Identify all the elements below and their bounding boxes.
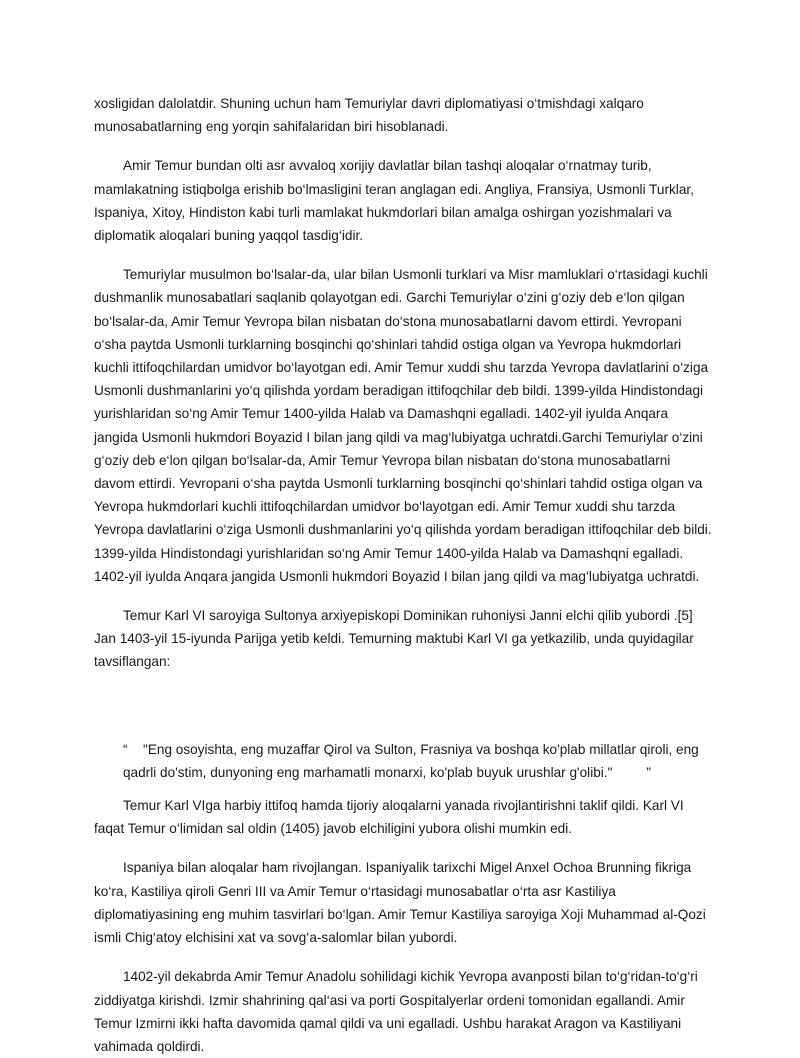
letter-quote bbox=[94, 738, 712, 784]
paragraph-continuation: xosligidan dalolatdir. Shuning uchun ham Temuriylar davri diplomatiyasi o‘tmishdagi xalqaro munosabatlarning eng yorqin sahifalaridan biri hisoblanadi. bbox=[94, 96, 644, 135]
quote-open-mark: “ bbox=[123, 741, 128, 757]
paragraph-karl-vi: Temur Karl VI saroyiga Sultonya arxiyepiskopi Dominikan ruhoniysi Janni elchi qilib yubordi .[5] Jan 1403-yil 15-iyunda Parijga yetib keldi. Temurning maktubi Karl VI ga yetkazilib, unda quyidagilar tavsiflangan: bbox=[94, 608, 694, 670]
paragraph-spain-relations: Ispaniya bilan aloqalar ham rivojlangan. Ispaniyalik tarixchi Migel Anxel Ochoa Brunning fikriga ko‘ra, Kastiliya qiroli Genri III va Amir Temur o‘rtasidagi munosabatlar o‘rta asr Kastiliya diplomatiyasining eng muhim tasvirlari bo‘lgan. Amir Temur Kastiliya saroyiga Xoji Muhammad al-Qozi ismli Chig‘atoy elchisini xat va sovg‘a-salomlar bilan yubordi. bbox=[94, 860, 706, 946]
paragraph-military-alliance: Temur Karl VIga harbiy ittifoq hamda tijoriy aloqalarni yanada rivojlantirishni taklif qildi. Karl VI faqat Temur o‘limidan sal oldin (1405) javob elchiligini yubora olishi mumkin edi. bbox=[94, 798, 684, 837]
paragraph-foreign-relations: Amir Temur bundan olti asr avvaloq xorijiy davlatlar bilan tashqi aloqalar o‘rnatmay turib, mamlakatning istiqbolga erishib bo‘lmasligini teran anglagan edi. Angliya, Fransiya, Usmonli Turklar, Ispaniya, Xitoy, Hindiston kabi turli mamlakat hukmdorlari bilan amalga oshirgan yozishmalari va diplomatik aloqalari buning yaqqol tasdig‘idir. bbox=[94, 158, 694, 244]
quote-text: "Eng osoyishta, eng muzaffar Qirol va Sulton, Frasniya va boshqa ko'plab millatlar qiroli, eng qadrli do'stim, dunyoning eng marhamatli monarxi, ko'plab buyuk urushlar g'olibi." bbox=[123, 741, 699, 780]
quote-close-mark: ” bbox=[646, 764, 651, 780]
paragraph-izmir-siege: 1402-yil dekabrda Amir Temur Anadolu sohilidagi kichik Yevropa avanposti bilan to‘g‘ridan-to‘g‘ri ziddiyatga kirishdi. Izmir shahrining qal‘asi va porti Gospitalyerlar ordeni tomonidan egallandi. Amir Temur Izmirni ikki hafta davomida qamal qildi va uni egalladi. Ushbu harakat Aragon va Kastiliyani vahimada qoldirdi. bbox=[94, 969, 698, 1054]
paragraph-ottoman-relations: Temuriylar musulmon bo‘lsalar-da, ular bilan Usmonli turklari va Misr mamluklari o‘rtasidagi kuchli dushmanlik munosabatlari saqlanib qolayotgan edi. Garchi Temuriylar o‘zini g‘oziy deb e‘lon qilgan bo‘lsalar-da, Amir Temur Yevropa bilan nisbatan do‘stona munosabatlarni davom ettirdi. Yevropani o‘sha paytda Usmonli turklarning bosqinchi qo‘shinlari tahdid ostiga olgan va Yevropa hukmdorlari kuchli ittifoqchilardan umidvor bo‘layotgan edi. Amir Temur xuddi shu tarzda Yevropa davlatlarini o‘ziga Usmonli dushmanlarini yo‘q qilishda yordam beradigan ittifoqchilar deb bildi. 1399-yilda Hindistondagi yurishlaridan so‘ng Amir Temur 1400-yilda Halab va Damashqni egalladi. 1402-yil iyulda Anqara jangida Usmonli hukmdori Boyazid I bilan jang qildi va mag‘lubiyatga uchratdi.Garchi Temuriylar o‘zini g‘oziy deb e‘lon qilgan bo‘lsalar-da, Amir Temur Yevropa bilan nisbatan do‘stona munosabatlarni davom ettirdi. Yevropani o‘sha paytda Usmonli turklarning bosqinchi qo‘shinlari tahdid ostiga olgan va Yevropa hukmdorlari kuchli ittifoqchilardan umidvor bo‘layotgan edi. Amir Temur xuddi shu tarzda Yevropa davlatlarini o‘ziga Usmonli dushmanlarini yo‘q qilishda yordam beradigan ittifoqchilar deb bildi. 1399-yilda Hindistondagi yurishlaridan so‘ng Amir Temur 1400-yilda Halab va Damashqni egalladi. 1402-yil iyulda Anqara jangida Usmonli hukmdori Boyazid I bilan jang qildi va mag‘lubiyatga uchratdi. bbox=[94, 267, 712, 584]
